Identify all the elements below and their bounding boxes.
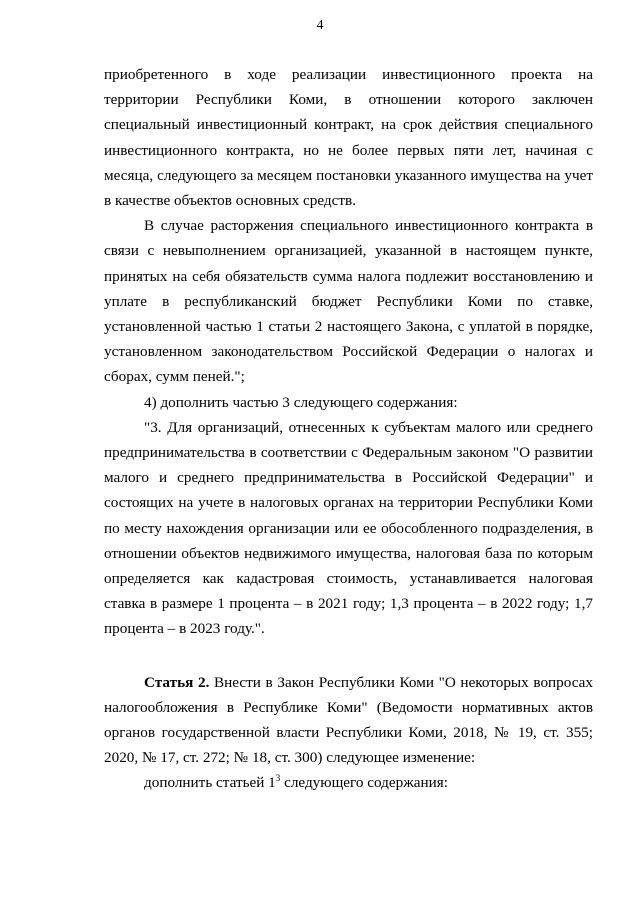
paragraph-item-4: 4) дополнить частью 3 следующего содержания: bbox=[144, 393, 458, 411]
paragraph-contract-termination: В случае расторжения специального инвестиционного контракта в связи с невыполнением организацией, указанной в настоящем пункте, принятых на себя обязательств сумма налога подлежит восстановлению и уплате в республиканский бюджет Республики Коми по ставке, установленной частью 1 статьи 2 настоящего Закона, с уплатой в порядке, установленном законодательством Российской Федерации о налогах и сборах, сумм пеней."; bbox=[104, 217, 593, 386]
article-text: Внести в Закон Республики Коми "О некоторых вопросах налогообложения в Республике Коми" (Ведомости нормативных актов органов государственной власти Республики Коми, 2018, № 19, ст. 355; 2020, № 17, ст. 272; № 18, ст. 300) следующее изменение: bbox=[104, 673, 593, 767]
paragraph-gap bbox=[104, 642, 593, 670]
add-article-text: дополнить статьей 1 bbox=[144, 774, 276, 792]
article-heading: Статья 2. bbox=[144, 673, 210, 691]
page-number: 4 bbox=[316, 18, 324, 33]
article-superscript: 3 bbox=[275, 773, 281, 784]
paragraph-part-3: "3. Для организаций, отнесенных к субъектам малого или среднего предпринимательства в соответствии с Федеральным законом "О развитии малого и среднего предпринимательства в Российской Федерации" и состоящих на учете в налоговых органах на территории Республики Коми по месту нахождения организации или ее обособленного подразделения, в отношении объектов недвижимого имущества, налоговая база по которым определяется как кадастровая стоимость, устанавливается налоговая ставка в размере 1 процента – в 2021 году; 1,3 процента – в 2022 году; 1,7 процента – в 2023 году.". bbox=[104, 418, 593, 638]
paragraph-add-article bbox=[104, 770, 593, 795]
paragraph-continuation: приобретенного в ходе реализации инвестиционного проекта на территории Республики Коми, в отношении которого заключен специальный инвестиционный контракт, на срок действия специального инвестиционного контракта, но не более первых пяти лет, начиная с месяца, следующего за месяцем постановки указанного имущества на учет в качестве объектов основных средств. bbox=[104, 66, 593, 210]
paragraph-article-2 bbox=[104, 670, 593, 771]
document-body bbox=[104, 62, 593, 796]
add-article-tail: следующего содержания: bbox=[280, 774, 448, 792]
